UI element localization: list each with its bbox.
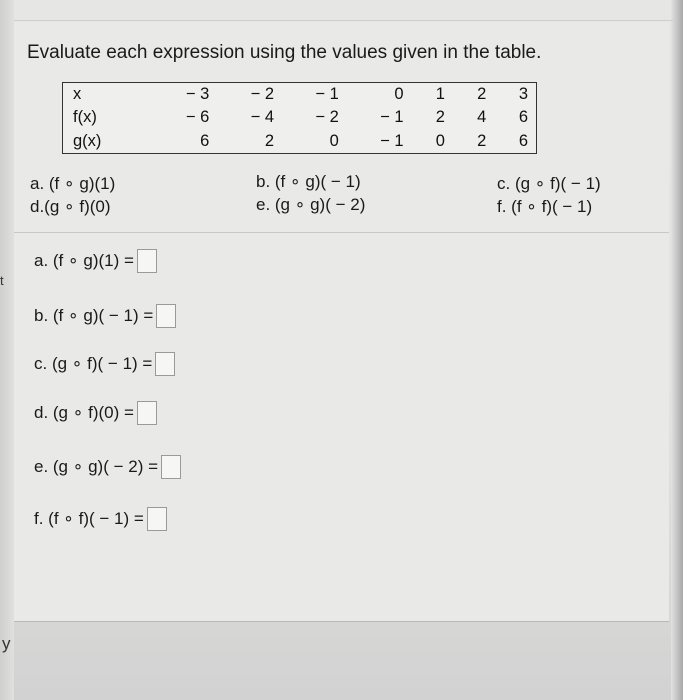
answer-input-c[interactable] xyxy=(155,352,175,376)
table-cell: − 3 xyxy=(185,85,210,104)
answer-row-a xyxy=(34,249,157,273)
table-cell: 0 xyxy=(394,85,404,104)
answer-label-c: c. (g ∘ f)( − 1) = xyxy=(34,354,153,373)
table-cell: − 1 xyxy=(315,85,339,104)
table-cell: 0 xyxy=(282,130,347,154)
answer-input-b[interactable] xyxy=(156,304,176,328)
table-cell: 6 xyxy=(153,130,218,154)
table-cell: − 1 xyxy=(380,108,404,127)
answer-row-e xyxy=(34,455,181,479)
table-cell: − 4 xyxy=(250,108,274,127)
g-row xyxy=(63,130,537,154)
expression-e: e. (g ∘ g)( − 2) xyxy=(256,195,366,214)
answer-label-b: b. (f ∘ g)( − 1) = xyxy=(34,306,154,325)
table-cell: − 2 xyxy=(315,108,339,127)
row-label-x: x xyxy=(73,85,82,104)
top-divider xyxy=(14,20,674,21)
f-row xyxy=(63,106,537,130)
table-cell: 2 xyxy=(435,108,445,127)
table-cell: 2 xyxy=(477,85,487,104)
table-cell: 4 xyxy=(477,108,487,127)
instruction-text: Evaluate each expression using the values given in the table. xyxy=(27,42,542,63)
answer-row-d xyxy=(34,401,157,425)
table-cell: 6 xyxy=(518,108,528,127)
section-divider xyxy=(14,232,669,233)
answer-row-f xyxy=(34,507,167,531)
table-cell: − 1 xyxy=(347,130,412,154)
bottom-divider xyxy=(14,621,669,622)
margin-letter-t: t xyxy=(0,273,4,288)
expression-f: f. (f ∘ f)( − 1) xyxy=(497,197,593,216)
answer-row-c xyxy=(34,352,175,376)
answer-input-f[interactable] xyxy=(147,507,167,531)
table-cell: 1 xyxy=(435,85,445,104)
answer-input-e[interactable] xyxy=(161,455,181,479)
table-cell: 3 xyxy=(518,85,528,104)
values-table xyxy=(62,82,537,154)
answer-row-b xyxy=(34,304,176,328)
expression-a: a. (f ∘ g)(1) xyxy=(30,174,116,193)
table-cell: 0 xyxy=(412,130,453,154)
answer-label-d: d. (g ∘ f)(0) = xyxy=(34,403,134,422)
answer-label-a: a. (f ∘ g)(1) = xyxy=(34,251,134,270)
answer-input-d[interactable] xyxy=(137,401,157,425)
right-window-edge xyxy=(671,0,683,700)
table-cell: 2 xyxy=(217,130,282,154)
row-label-f: f(x) xyxy=(73,108,97,127)
expression-b: b. (f ∘ g)( − 1) xyxy=(256,172,361,191)
table-cell: 2 xyxy=(453,130,494,154)
table-cell: 6 xyxy=(494,130,536,154)
expression-c: c. (g ∘ f)( − 1) xyxy=(497,174,601,193)
expression-d: d.(g ∘ f)(0) xyxy=(30,197,111,216)
row-label-g: g(x) xyxy=(63,130,153,154)
answer-input-a[interactable] xyxy=(137,249,157,273)
answer-label-e: e. (g ∘ g)( − 2) = xyxy=(34,457,159,476)
left-window-edge xyxy=(0,0,14,700)
margin-letter-y: y xyxy=(2,634,11,653)
x-row xyxy=(63,83,537,107)
table-cell: − 2 xyxy=(250,85,274,104)
table-cell: − 6 xyxy=(185,108,210,127)
answer-label-f: f. (f ∘ f)( − 1) = xyxy=(34,509,144,528)
